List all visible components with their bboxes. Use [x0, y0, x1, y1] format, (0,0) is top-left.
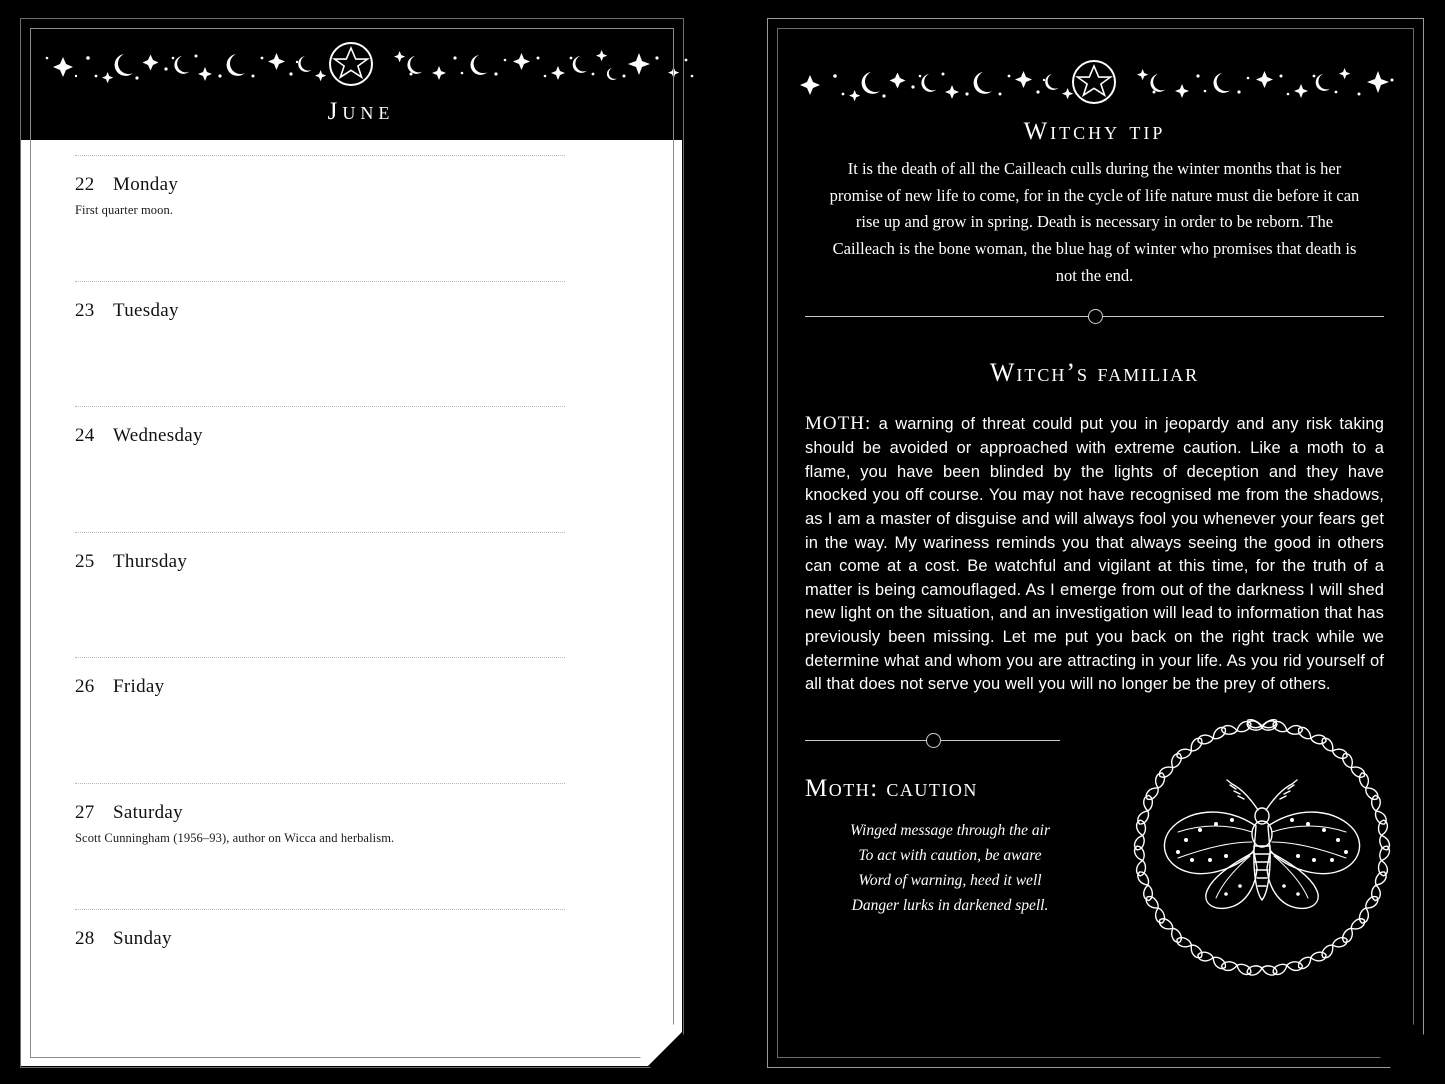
- divider-dot: [926, 733, 941, 748]
- day-number: 27: [75, 801, 95, 823]
- day-heading: [75, 174, 565, 196]
- verse-line: Word of warning, heed it well: [858, 872, 1042, 890]
- month-title: June: [327, 98, 395, 125]
- day-heading: [75, 676, 565, 698]
- day-note: First quarter moon.: [75, 203, 174, 217]
- day-row[interactable]: [75, 657, 565, 783]
- day-weekday: Friday: [113, 676, 165, 698]
- day-list: [75, 155, 565, 1034]
- day-heading: [75, 551, 565, 573]
- verse-line: To act with caution, be aware: [858, 847, 1042, 865]
- day-weekday: Tuesday: [113, 299, 179, 321]
- familiar-body-text: a warning of threat could put you in jeopardy and any risk taking should be avoided or approached with extreme caution. Like a moth to a flame, you have been blinded by the lights of deception and they have knocked you off course. You may not have recognised me from the shadows, as I am a master of disguise and will always fool you whenever your fears get in the way. My wariness reminds you that always seeing the good in others can come at a cost. Be watchful and vigilant at this time, for the truth of a matter is being camouflaged. As I emerge from out of the darkness I will shed new light on the situation, and an investigation will lead to information that has previously been missing. Let me put you back on the right track while we determine what and whom you are attracting in your life. As you rid yourself of all that does not serve you well you will no longer be the prey of others.: [805, 415, 1384, 694]
- day-row[interactable]: [75, 406, 565, 532]
- day-heading: [75, 425, 565, 447]
- day-heading: [75, 300, 565, 322]
- witchy-tip-title: Witchy tip: [1023, 118, 1166, 145]
- day-note: Scott Cunningham (1956–93), author on Wicca and herbalism.: [75, 830, 395, 845]
- day-heading: [75, 928, 565, 950]
- day-row[interactable]: [75, 281, 565, 407]
- day-row[interactable]: [75, 909, 565, 1035]
- day-number: 26: [75, 676, 95, 698]
- right-page-content: [767, 18, 1422, 1066]
- day-number: 22: [75, 174, 95, 195]
- star-moon-border-right: [787, 54, 1402, 110]
- left-page: [0, 0, 722, 1084]
- day-weekday: Saturday: [113, 801, 183, 823]
- right-page: [722, 0, 1445, 1084]
- day-number: 28: [75, 927, 95, 949]
- witchs-familiar-title: Witch’s familiar: [989, 358, 1200, 387]
- section-divider-secondary: [805, 730, 1060, 750]
- day-row[interactable]: [75, 155, 565, 281]
- day-weekday: Thursday: [113, 550, 188, 572]
- day-row[interactable]: [75, 532, 565, 658]
- familiar-lead-word: MOTH:: [805, 413, 872, 434]
- day-number: 24: [75, 425, 95, 447]
- day-weekday: Monday: [113, 174, 179, 195]
- moth-wreath-illustration: [1112, 698, 1412, 998]
- verse-line: Winged message through the air: [849, 822, 1051, 839]
- day-weekday: Sunday: [113, 927, 172, 949]
- day-heading: [75, 802, 565, 824]
- day-number: 25: [75, 550, 95, 572]
- moth-caution-title: Moth: caution: [805, 775, 978, 802]
- witchs-familiar-body: [805, 410, 1384, 697]
- divider-dot: [1088, 309, 1103, 324]
- moth-verse: [805, 818, 1095, 918]
- section-divider: [805, 306, 1384, 326]
- verse-line: Danger lurks in darkened spell.: [851, 897, 1049, 915]
- day-weekday: Wednesday: [113, 425, 203, 447]
- witchy-tip-body: It is the death of all the Cailleach culls during the winter months that is her promise of new life to come, for in the cycle of life nature must die before it can rise up and grow in spring. Death is necessary in order to be reborn. The Cailleach is the bone woman, the blue hag of winter who promises that death is not the end.: [829, 159, 1360, 285]
- day-number: 23: [75, 299, 95, 321]
- day-row[interactable]: [75, 783, 565, 909]
